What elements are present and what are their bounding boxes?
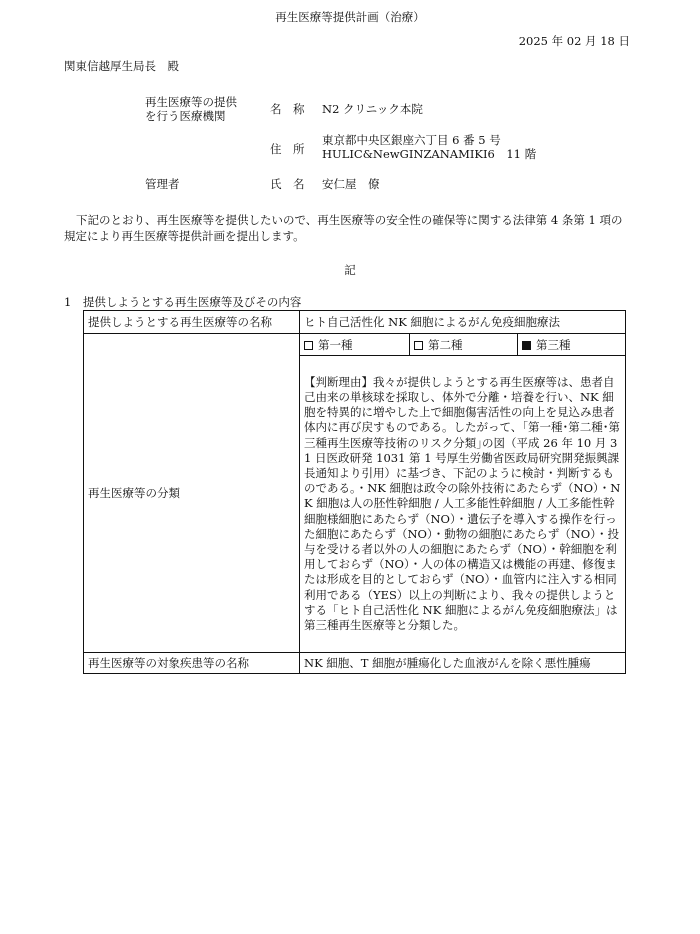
address-line1: 東京都中央区銀座六丁目 6 番 5 号 xyxy=(322,133,501,147)
class-option-label: 第二種 xyxy=(428,337,463,352)
document-date: 2025 年 02 月 18 日 xyxy=(518,34,630,48)
table-row xyxy=(84,653,626,674)
manager-name-label: 氏 名 xyxy=(270,177,305,191)
checkbox-checked-icon xyxy=(522,341,531,350)
class-option-1 xyxy=(300,334,410,356)
address-label: 住 所 xyxy=(270,142,305,156)
checkbox-unchecked-icon xyxy=(414,341,423,350)
class-option-label: 第一種 xyxy=(318,337,353,352)
class-option-3 xyxy=(518,334,626,356)
table-row xyxy=(84,311,626,334)
clinic-name: N2 クリニック本院 xyxy=(322,102,423,116)
classification-reason: 【判断理由】我々が提供しようとする再生医療等は、患者自己由来の単核球を採取し、体外で分離・培養を行い、NK 細胞を特異的に増やした上で細胞傷害活性の向上を見込み患者体内に再び戻すものである。したがって、｢第一種･第二種･第三種再生医療等技術のリスク分類｣の図（平成 26 年 10 月 31 日医政研発 1031 第 1 号厚生労働省医政局研究開発振興課長通知より引用）に基づき、下記のように検討・判断するものである。・NK 細胞は政令の除外技術にあたらず（NO）・NK 細胞は人の胚性幹細胞 / 人工多能性幹細胞 / 人工多能性幹細胞様細胞にあたらず（NO）・遺伝子を導入する操作を行った細胞にあたらず（NO）・動物の細胞にあたらず（NO）・投与を受ける者以外の人の細胞にあたらず（NO）・幹細胞を利用しておらず（NO）・人の体の構造又は機能の再建、修復または形成を目的としておらず（NO）・血管内に注入する相同利用である（YES）以上の判断により、我々の提供しようとする「ヒト自己活性化 NK 細胞によるがん免疫細胞療法」は第三種再生医療等と分類した。 xyxy=(300,356,626,653)
address-line2: HULIC&NewGINZANAMIKI6 11 階 xyxy=(322,147,537,161)
class-option-label: 第三種 xyxy=(536,337,571,352)
addressee: 関東信越厚生局長 殿 xyxy=(64,59,179,73)
checkbox-unchecked-icon xyxy=(304,341,313,350)
name-label: 名 称 xyxy=(270,102,305,116)
therapy-name-value: ヒト自己活性化 NK 細胞によるがん免疫細胞療法 xyxy=(300,311,626,334)
classification-label: 再生医療等の分類 xyxy=(84,334,300,653)
therapy-name-label: 提供しようとする再生医療等の名称 xyxy=(84,311,300,334)
clinic-address xyxy=(322,133,536,161)
provision-table xyxy=(83,310,626,674)
document-title: 再生医療等提供計画（治療） xyxy=(275,10,425,24)
ki-heading: 記 xyxy=(344,263,356,277)
table-row xyxy=(84,334,626,356)
provider-label xyxy=(145,95,237,123)
disease-value: NK 細胞、T 細胞が腫瘍化した血液がんを除く悪性腫瘍 xyxy=(300,653,626,674)
disease-label: 再生医療等の対象疾患等の名称 xyxy=(84,653,300,674)
provider-label-line2: を行う医療機関 xyxy=(145,109,226,123)
manager-name: 安仁屋 僚 xyxy=(322,177,380,191)
intro-paragraph: 下記のとおり、再生医療等を提供したいので、再生医療等の安全性の確保等に関する法律第 4 条第 1 項の規定により再生医療等提供計画を提出します。 xyxy=(64,213,623,243)
manager-label: 管理者 xyxy=(145,177,180,191)
provider-label-line1: 再生医療等の提供 xyxy=(145,95,237,109)
class-option-2 xyxy=(410,334,518,356)
section-heading: 1 提供しようとする再生医療等及びその内容 xyxy=(64,295,302,309)
